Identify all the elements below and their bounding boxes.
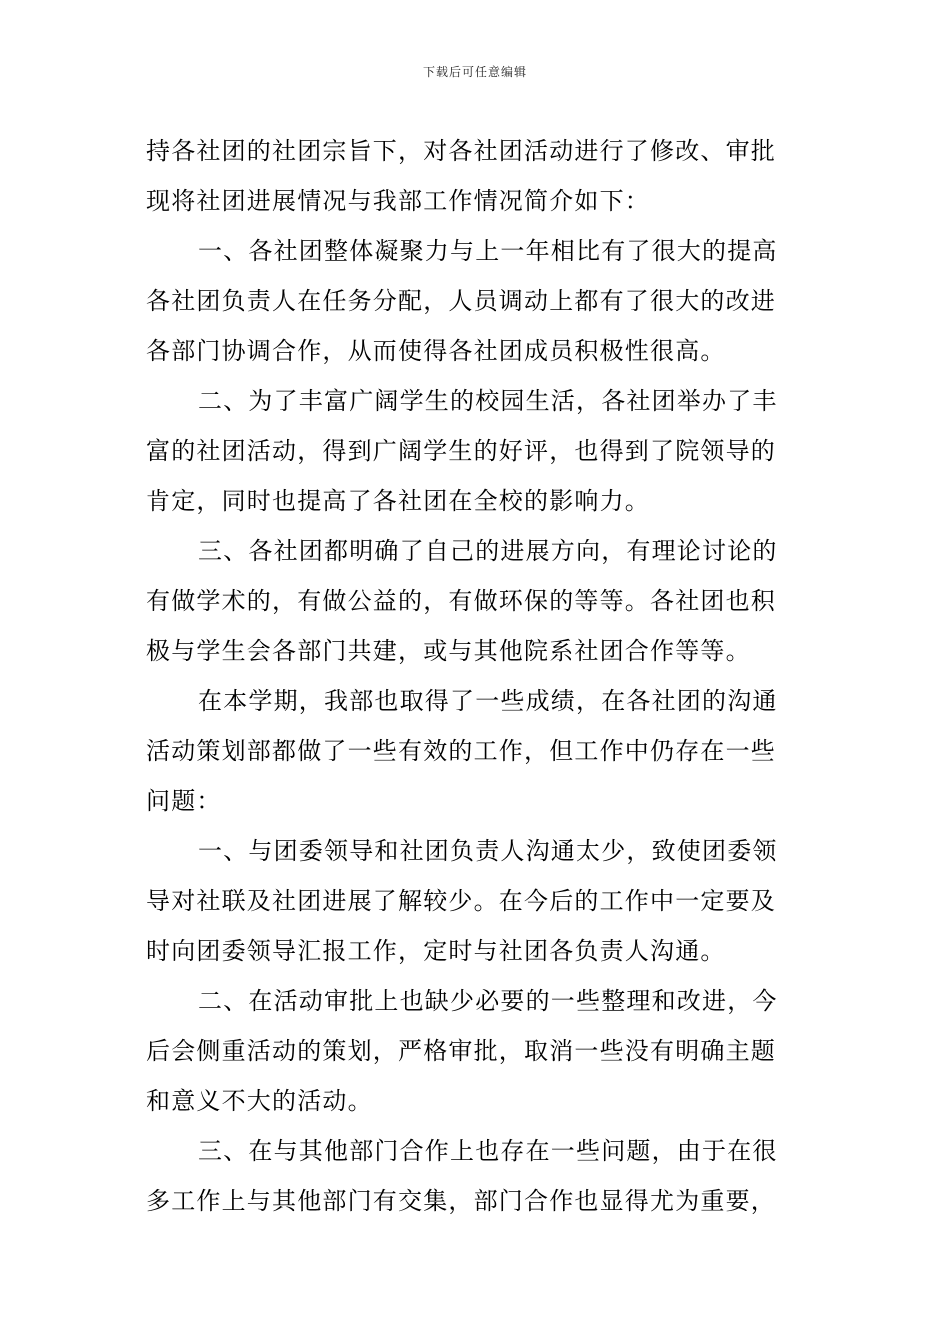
text-line: 一、与团委领导和社团负责人沟通太少，致使团委领	[198, 837, 778, 865]
text-line: 时向团委领导汇报工作，定时与社团各负责人沟通。	[146, 937, 726, 965]
page-header: 下载后可任意编辑	[422, 65, 527, 79]
text-line: 二、在活动审批上也缺少必要的一些整理和改进，今	[198, 987, 778, 1015]
text-line: 富的社团活动，得到广阔学生的好评，也得到了院领导的	[146, 437, 776, 465]
text-line: 肯定，同时也提高了各社团在全校的影响力。	[146, 487, 650, 515]
text-line: 导对社联及社团进展了解较少。在今后的工作中一定要及	[146, 887, 776, 915]
text-line: 在本学期，我部也取得了一些成绩，在各社团的沟通	[198, 687, 778, 715]
text-line: 后会侧重活动的策划，严格审批，取消一些没有明确主题	[146, 1037, 776, 1065]
text-line: 二、为了丰富广阔学生的校园生活，各社团举办了丰	[198, 387, 778, 415]
body-text	[146, 126, 810, 1226]
text-line: 各部门协调合作，从而使得各社团成员积极性很高。	[146, 337, 726, 365]
text-line: 持各社团的社团宗旨下，对各社团活动进行了修改、审批	[146, 137, 776, 165]
text-line: 多工作上与其他部门有交集，部门合作也显得尤为重要，	[146, 1187, 776, 1215]
text-line: 各社团负责人在任务分配，人员调动上都有了很大的改进	[146, 287, 776, 315]
text-line: 三、各社团都明确了自己的进展方向，有理论讨论的	[198, 537, 778, 565]
text-line: 活动策划部都做了一些有效的工作，但工作中仍存在一些	[146, 737, 776, 765]
text-line: 问题：	[146, 787, 222, 815]
text-line: 现将社团进展情况与我部工作情况简介如下：	[146, 187, 650, 215]
text-line: 一、各社团整体凝聚力与上一年相比有了很大的提高	[198, 237, 778, 265]
text-line: 和意义不大的活动。	[146, 1087, 373, 1115]
text-line: 三、在与其他部门合作上也存在一些问题，由于在很	[198, 1137, 778, 1165]
text-line: 有做学术的，有做公益的，有做环保的等等。各社团也积	[146, 587, 776, 615]
text-line: 极与学生会各部门共建，或与其他院系社团合作等等。	[146, 637, 751, 665]
